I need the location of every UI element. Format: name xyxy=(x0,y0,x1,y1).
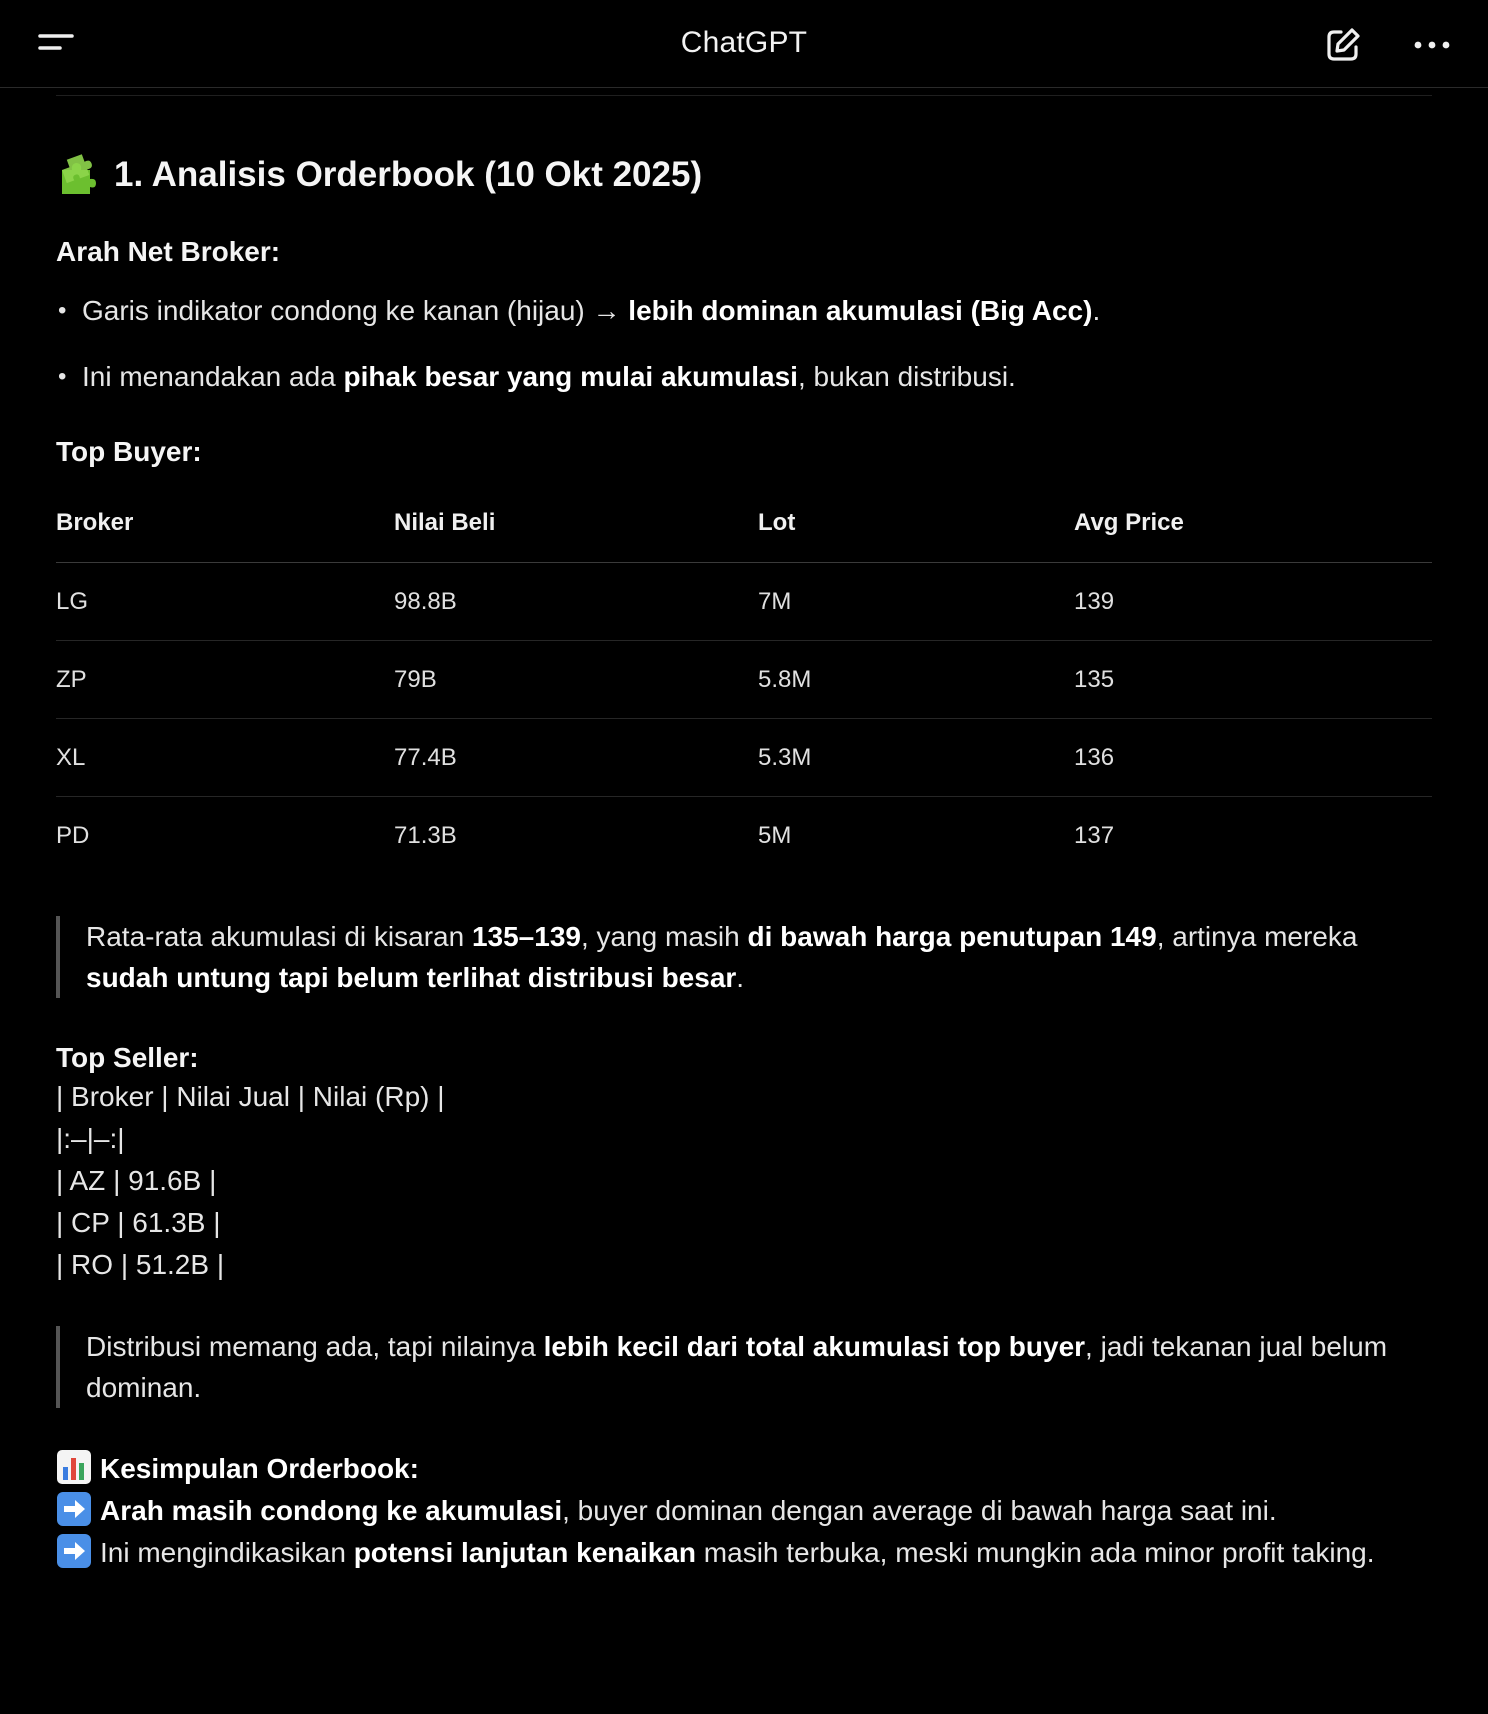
table-row xyxy=(56,641,1432,719)
table-cell: PD xyxy=(56,821,90,849)
quote-bold: 135–139 xyxy=(471,921,581,952)
conclusion-bold: Arah masih condong ke akumulasi xyxy=(100,1495,563,1526)
table-cell: 71.3B xyxy=(394,821,457,849)
table-cell: 5.8M xyxy=(758,641,1074,719)
more-options-icon[interactable] xyxy=(1412,30,1452,60)
app-title: ChatGPT xyxy=(680,26,808,59)
column-header: Avg Price xyxy=(1074,484,1432,563)
divider xyxy=(56,95,1432,96)
blockquote-distribution xyxy=(56,1326,1432,1408)
table-cell: 98.8B xyxy=(394,563,758,641)
quote-text: . xyxy=(736,962,745,993)
conclusion-text: , buyer dominan dengan average di bawah harga saat ini. xyxy=(562,1495,1277,1526)
top-seller-label: Top Seller: xyxy=(56,1042,199,1073)
bullet-text: , bukan distribusi. xyxy=(797,361,1016,392)
seller-line: |:–|–:| xyxy=(56,1123,125,1154)
seller-line: | Broker | Nilai Jual | Nilai (Rp) | xyxy=(56,1081,445,1112)
blockquote-accumulation xyxy=(56,916,1432,998)
table-cell: ZP xyxy=(56,641,394,719)
bullet-text: Garis indikator condong ke kanan (hijau) → xyxy=(82,295,629,326)
list-item xyxy=(56,356,1432,398)
bullet-text: . xyxy=(1092,295,1101,326)
table-cell: 77.4B xyxy=(394,719,758,797)
quote-text: , jadi tekanan jual belum dominan. xyxy=(86,1331,1388,1403)
section-title: 1. Analisis Orderbook (10 Okt 2025) xyxy=(114,155,703,194)
list-item xyxy=(56,290,1432,332)
table-header-row xyxy=(56,484,1432,563)
table-cell: 135 xyxy=(1074,641,1432,719)
right-arrow-icon xyxy=(56,1491,92,1527)
quote-text: Rata-rata akumulasi di kisaran xyxy=(86,921,472,952)
top-bar xyxy=(0,0,1488,88)
quote-text: , artinya mereka xyxy=(1156,921,1358,952)
quote-bold: lebih kecil dari total akumulasi top buyer xyxy=(543,1331,1086,1362)
column-header: Broker xyxy=(56,484,394,563)
table-cell: XL xyxy=(56,719,394,797)
seller-line: | RO | 51.2B | xyxy=(56,1249,225,1280)
top-buyer-label: Top Buyer: xyxy=(56,436,202,467)
conclusion-title: Kesimpulan Orderbook: xyxy=(100,1453,419,1484)
table-cell: 5.3M xyxy=(758,719,1074,797)
quote-bold: di bawah harga penutupan 149 xyxy=(747,921,1157,952)
bar-chart-icon xyxy=(56,1449,92,1485)
table-row xyxy=(56,563,1432,641)
net-broker-list xyxy=(56,290,1432,398)
table-row xyxy=(56,797,1432,875)
table-cell: 5M xyxy=(758,821,792,849)
new-chat-edit-icon[interactable] xyxy=(1324,26,1362,64)
net-broker-label: Arah Net Broker: xyxy=(56,236,281,267)
table-cell: 7M xyxy=(758,563,1074,641)
seller-line: | CP | 61.3B | xyxy=(56,1207,221,1238)
top-buyer-table xyxy=(56,484,1432,874)
section-heading xyxy=(56,140,1432,210)
conclusion-bold: potensi lanjutan kenaikan xyxy=(353,1537,697,1568)
right-arrow-icon xyxy=(56,1533,92,1569)
conclusion-block xyxy=(56,1448,1432,1574)
seller-line: | AZ | 91.6B | xyxy=(56,1165,217,1196)
conclusion-text: masih terbuka, meski mungkin ada minor profit taking. xyxy=(696,1537,1375,1568)
bullet-bold: lebih dominan akumulasi (Big Acc) xyxy=(628,295,1093,326)
column-header: Nilai Beli xyxy=(394,484,758,563)
table-cell: 137 xyxy=(1074,821,1115,849)
table-cell: 139 xyxy=(1074,563,1432,641)
table-cell: 136 xyxy=(1074,719,1432,797)
puzzle-piece-icon xyxy=(56,152,102,198)
conclusion-line-2 xyxy=(56,1532,1432,1574)
top-seller-raw-table xyxy=(56,1076,1432,1286)
quote-text: , yang masih xyxy=(580,921,748,952)
conclusion-line-1 xyxy=(56,1490,1432,1532)
quote-bold: sudah untung tapi belum terlihat distribusi besar xyxy=(86,962,737,993)
conclusion-title-line xyxy=(56,1448,1432,1490)
message-content xyxy=(56,140,1432,1574)
table-row xyxy=(56,719,1432,797)
quote-text: Distribusi memang ada, tapi nilainya xyxy=(86,1331,544,1362)
table-cell: LG xyxy=(56,563,394,641)
bullet-text: Ini menandakan ada xyxy=(82,361,344,392)
conclusion-text: Ini mengindikasikan xyxy=(100,1537,354,1568)
column-header: Lot xyxy=(758,484,1074,563)
table-cell: 79B xyxy=(394,641,758,719)
bullet-bold: pihak besar yang mulai akumulasi xyxy=(343,361,798,392)
